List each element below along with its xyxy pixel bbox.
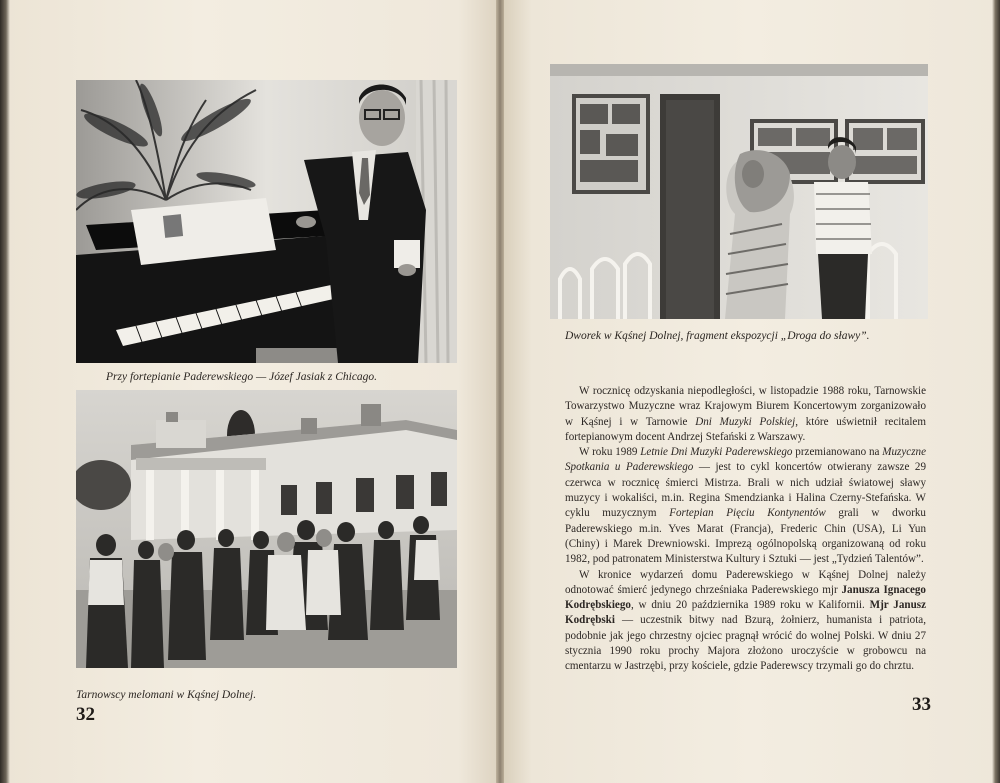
paragraph — [565, 445, 926, 567]
text-run: , które uświetnił recitalem fortepianowym docent Andrzej Stefański z Warszawy. — [565, 415, 926, 443]
emphasized-text: Mjr Janusz Kodrębski — [565, 599, 926, 627]
text-run: — uczestnik bitwy nad Bzurą, żołnierz, humanista i patriota, podobnie jak jego chrzestny ojciec pragnął wrócić do wolnej Polski. W dniu 27 stycznia 1990 roku prochy Majora złożono uroczyście w grobowcu na cmentarzu w Jastrzębi, przy kościele, gdzie Paderewscy trzymali go do chrztu. — [565, 614, 926, 673]
caption-manor-crowd: Tarnowscy melomani w Kąśnej Dolnej. — [76, 689, 257, 701]
paragraph — [565, 384, 926, 445]
caption-piano: Przy fortepianie Paderewskiego — Józef Jasiak z Chicago. — [106, 371, 378, 383]
emphasized-text: Fortepian Pięciu Kontynentów — [669, 507, 826, 520]
photo-piano — [76, 80, 457, 363]
emphasized-text: Janusza Ignacego Kodrębskiego — [565, 583, 926, 612]
body-text — [565, 384, 926, 675]
caption-exhibition: Dworek w Kąśnej Dolnej, fragment ekspozycji „Droga do sławy”. — [565, 330, 870, 342]
emphasized-text: Muzyczne Spotkania u Paderewskiego — [565, 446, 927, 474]
text-run: — jest to cykl koncertów otwierany zawsze 29 czerwca w rocznicę śmierci Mistrza. Brali w nich udział światowej sławy muzycy i wokaliści, m.in. Regina Smendzianka i Halina Czerny-Stefańska. W cyklu muzycznym — [565, 461, 927, 520]
photo-manor-crowd — [76, 390, 457, 668]
text-run: przemianowano na — [792, 446, 883, 459]
text-run: W roku 1989 — [579, 446, 641, 459]
photo-exhibition — [550, 64, 928, 319]
paragraph — [565, 568, 926, 675]
text-run: grali w dworku Paderewskiego m.in. Yves Marat (Francja), Frederic Chin (USA), Li Yun (Chiny) i Marek Drewniowski. Imprezą ogólnopolską organizowaną od roku 1982, pod patronatem Ministerstwa Kultury i Sztuki — jest „Tydzień Talentów”. — [565, 507, 926, 566]
text-run: W kronice wydarzeń domu Paderewskiego w Kąśnej Dolnej należy odnotować śmierć jedynego chrześniaka Paderewskiego mjr — [565, 568, 926, 596]
page-number-right: 33 — [912, 694, 931, 715]
emphasized-text: Letnie Dni Muzyki Paderewskiego — [640, 446, 793, 459]
text-run: W rocznicę odzyskania niepodległości, w listopadzie 1988 roku, Tarnowskie Towarzystwo Muzyczne wraz Krajowym Biurem Koncertowym zorganizowało w Kąśnej i w Tarnowie — [565, 385, 926, 428]
book-gutter — [496, 0, 504, 783]
emphasized-text: Dni Muzyki Polskiej — [695, 415, 796, 428]
right-edge-shadow — [992, 0, 1000, 783]
left-edge-shadow — [0, 0, 10, 783]
text-run: , w dniu 20 października 1989 roku w Kalifornii. — [630, 599, 870, 612]
page-number-left: 32 — [76, 704, 95, 725]
